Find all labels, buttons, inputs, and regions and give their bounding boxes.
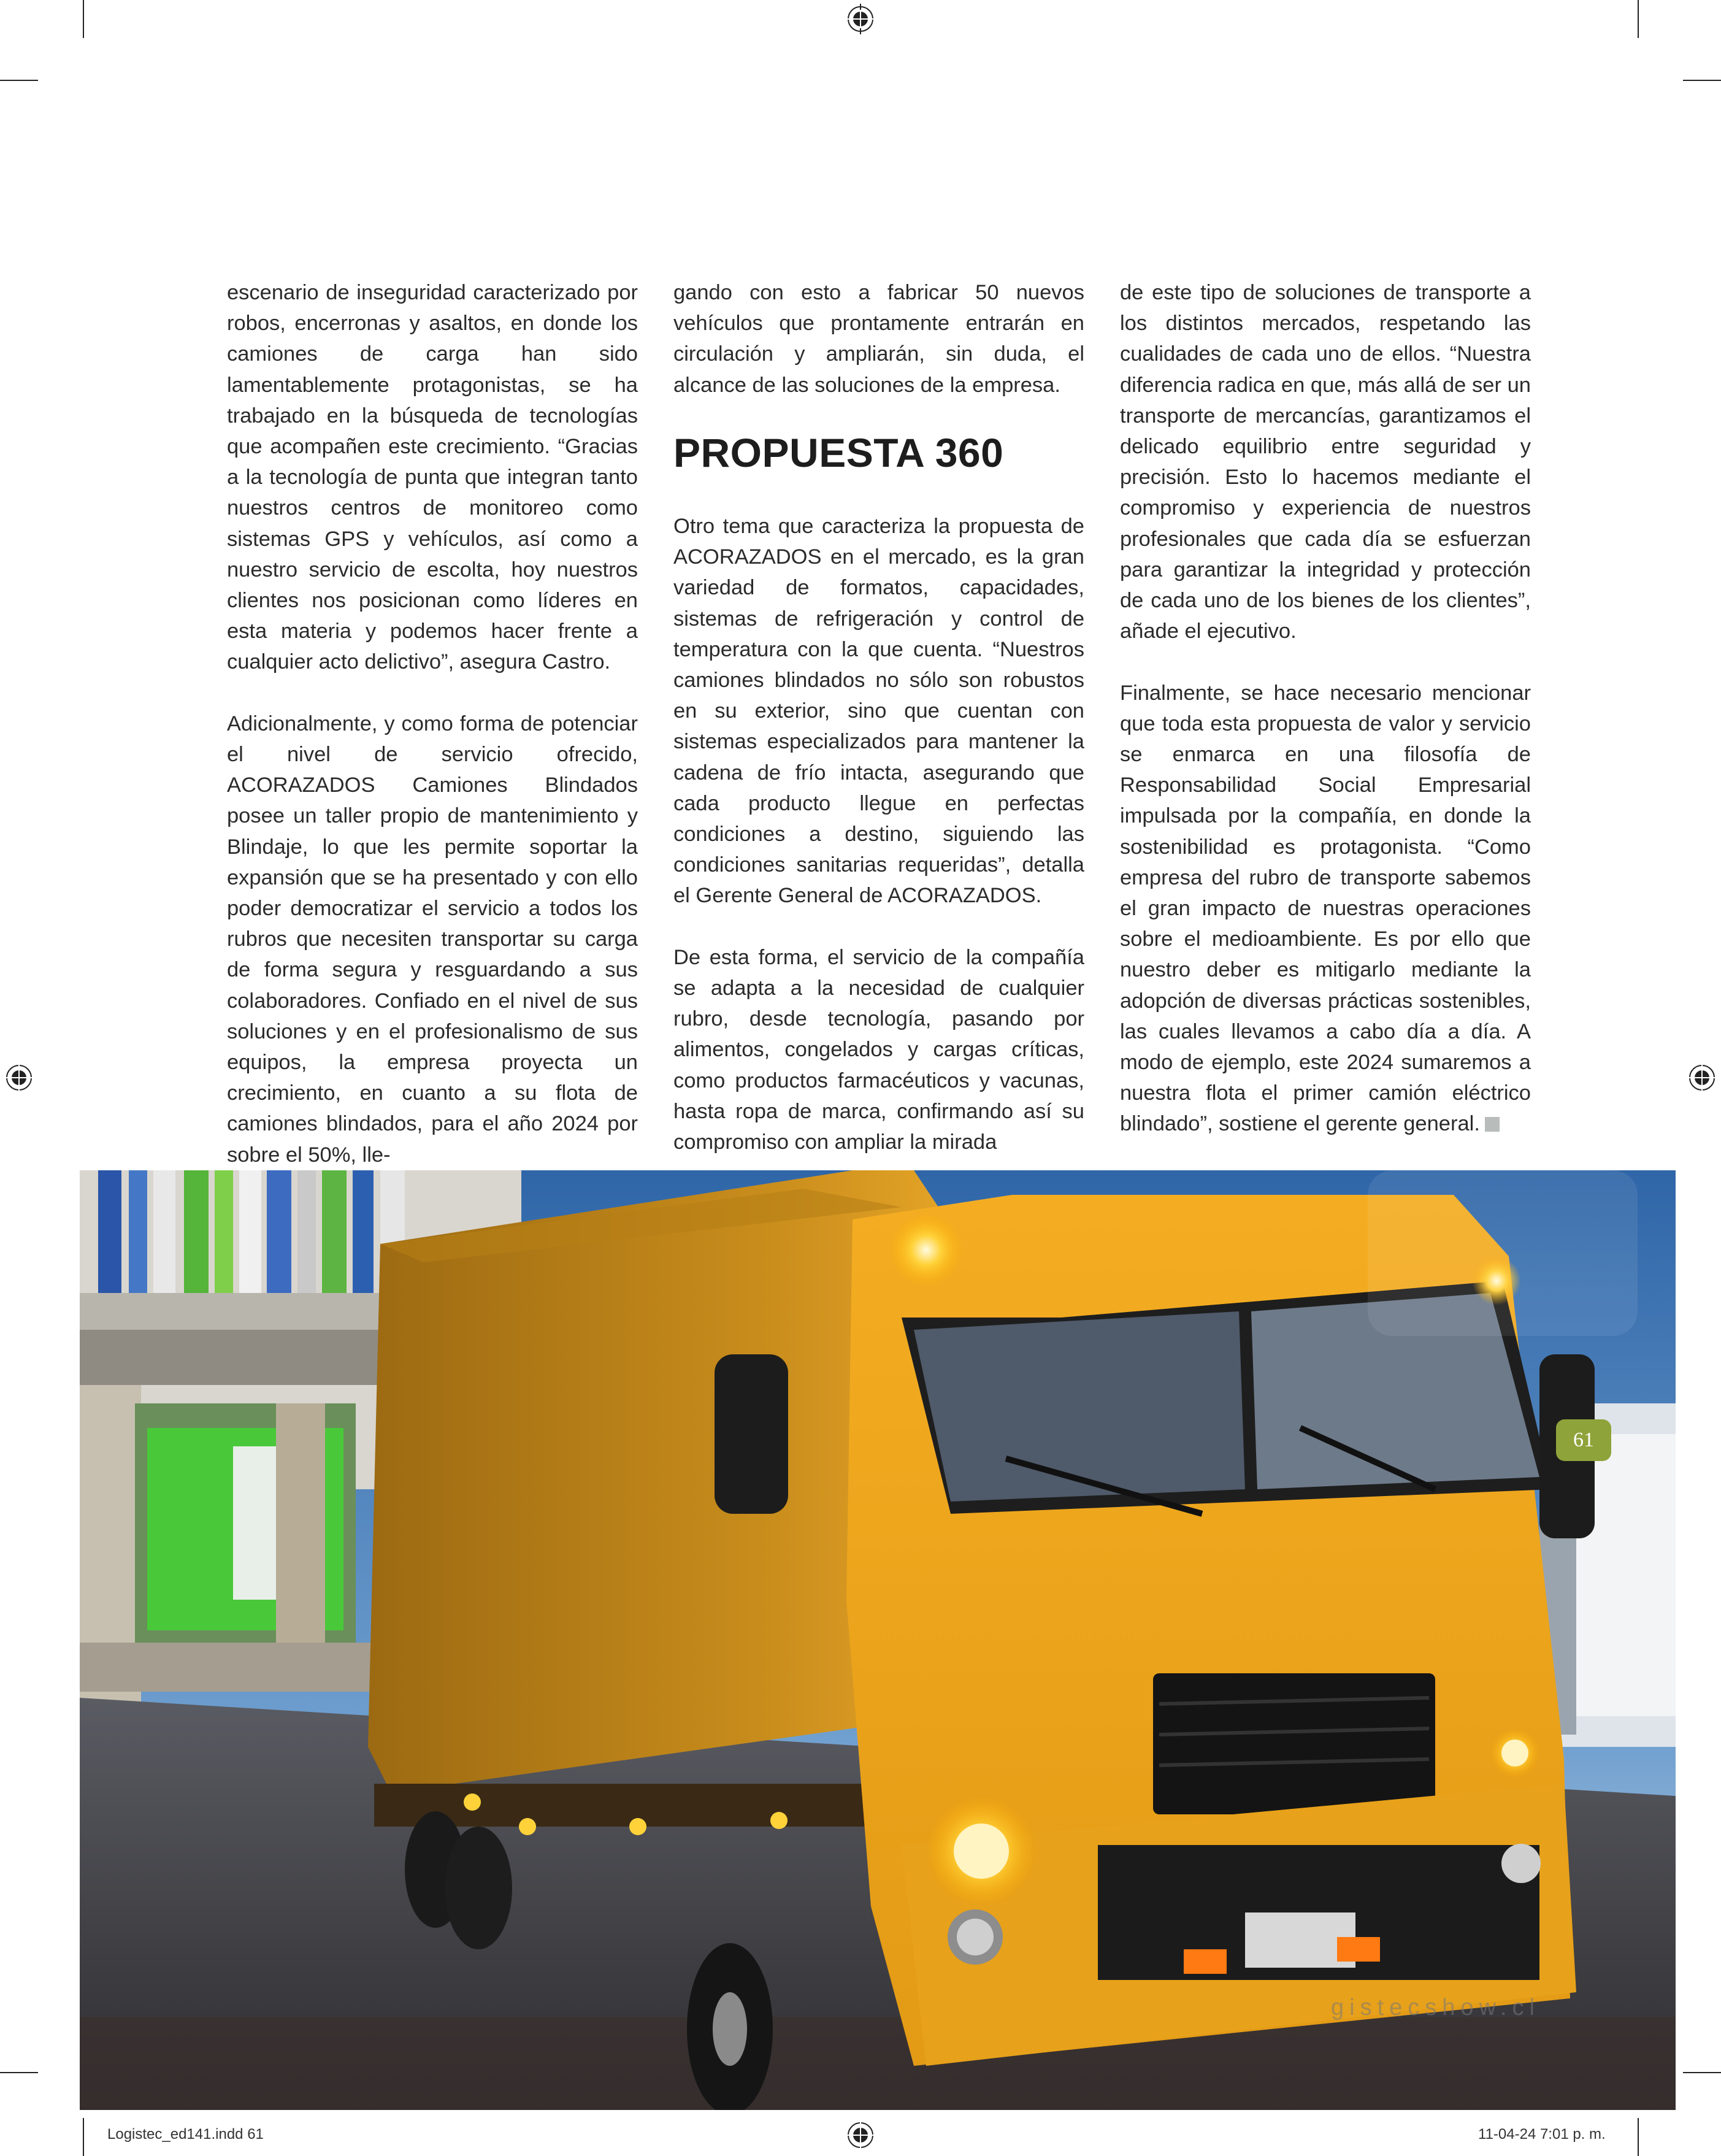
paragraph: Otro tema que caracteriza la propuesta de ACORAZADOS en el mercado, es la gran variedad de formatos, capacidades, sistemas de refrigeración y control de temperatura con la que cuenta. “Nuestros camiones blindados no sólo son robustos en su exterior, sino que cuentan con sistemas especializados para mantener la cadena de frío intacta, asegurando que cada producto llegue en perfectas condiciones a destino, siguiendo las condiciones sanitarias requeridas”, detalla el Gerente General de ACORAZADOS. [673, 515, 1084, 908]
paragraph: escenario de inseguridad caracterizado por robos, encerronas y asaltos, en donde los camiones de carga han sido lamentablemente protagonistas, se ha trabajado en la búsqueda de tecnologías que acompañen este crecimiento. “Gracias a la tecnología de punta que integran tanto nuestros centros de monitoreo como sistemas GPS y vehículos, así como a nuestro servicio de escolta, hoy nuestros clientes nos posicionan como líderes en esta materia y podemos hacer frente a cualquier acto delictivo”, asegura Castro. [227, 281, 638, 674]
registration-mark-icon [845, 2120, 876, 2150]
website-watermark: gistecshow.cl [1331, 1995, 1540, 2020]
paragraph: gando con esto a fabricar 50 nuevos vehículos que prontamente entrarán en circulación y ampliarán, sin duda, el alcance de las soluciones de la empresa. [673, 281, 1084, 397]
article-column-2 [673, 277, 1084, 1157]
registration-mark-icon [1687, 1062, 1717, 1093]
paragraph: de este tipo de soluciones de transporte a los distintos mercados, respetando las cualidades de cada uno de ellos. “Nuestra diferencia radica en que, más allá de ser un transporte de mercancías, garantizamos el delicado equilibrio entre seguridad y precisión. Esto lo hacemos mediante el compromiso y experiencia de nuestros profesionales que cada día se esfuerzan para garantizar la integridad y protección de cada uno de los bienes de los clientes”, añade el ejecutivo. [1120, 281, 1531, 643]
registration-mark-icon [4, 1062, 34, 1093]
page-number-badge: 61 [1556, 1419, 1611, 1461]
end-of-article-mark [1485, 1117, 1500, 1132]
crop-mark [1683, 80, 1721, 81]
section-heading: PROPUESTA 360 [673, 430, 1004, 475]
crop-mark [0, 2072, 38, 2073]
footer-file-info: Logistec_ed141.indd 61 [107, 2126, 264, 2143]
crop-mark [1638, 0, 1639, 38]
footer-timestamp: 11-04-24 7:01 p. m. [1478, 2126, 1606, 2143]
paragraph [1120, 678, 1531, 1140]
crop-mark [1638, 2118, 1639, 2156]
article-column-1 [227, 277, 638, 1170]
crop-mark [83, 0, 84, 38]
article-column-3 [1120, 277, 1531, 1140]
paragraph-text: Finalmente, se hace necesario mencionar que toda esta propuesta de valor y servicio se enmarca en una filosofía de Responsabilidad Social Empresarial impulsada por la compañía, en donde la sostenibilidad es protagonista. “Como empresa del rubro de transporte sabemos el gran impacto de nuestras operaciones sobre el medioambiente. Es por ello que nuestro deber es mitigarlo mediante la adopción de diversas prácticas sostenibles, las cuales llevamos a cabo día a día. A modo de ejemplo, este 2024 sumaremos a nuestra flota el primer camión eléctrico blindado”, sostiene el gerente general. [1120, 681, 1531, 1136]
crop-mark [83, 2118, 84, 2156]
crop-mark [0, 80, 38, 81]
truck-photo [80, 1170, 1676, 2110]
crop-mark [1683, 2072, 1721, 2073]
paragraph: De esta forma, el servicio de la compañía se adapta a la necesidad de cualquier rubro, desde tecnología, pasando por alimentos, congelados y cargas críticas, como productos farmacéuticos y vacunas, hasta ropa de marca, confirmando así su compromiso con ampliar la mirada [673, 945, 1084, 1154]
paragraph: Adicionalmente, y como forma de potenciar el nivel de servicio ofrecido, ACORAZADOS Camiones Blindados posee un taller propio de mantenimiento y Blindaje, lo que les permite soportar la expansión que se ha presentado y con ello poder democratizar el servicio a todos los rubros que necesiten transportar su carga de forma segura y resguardando a sus colaboradores. Confiado en el nivel de sus soluciones y en el profesionalismo de sus equipos, la empresa proyecta un crecimiento, en cuanto a su flota de camiones blindados, para el año 2024 por sobre el 50%, lle- [227, 712, 638, 1167]
registration-mark-icon [845, 4, 876, 34]
